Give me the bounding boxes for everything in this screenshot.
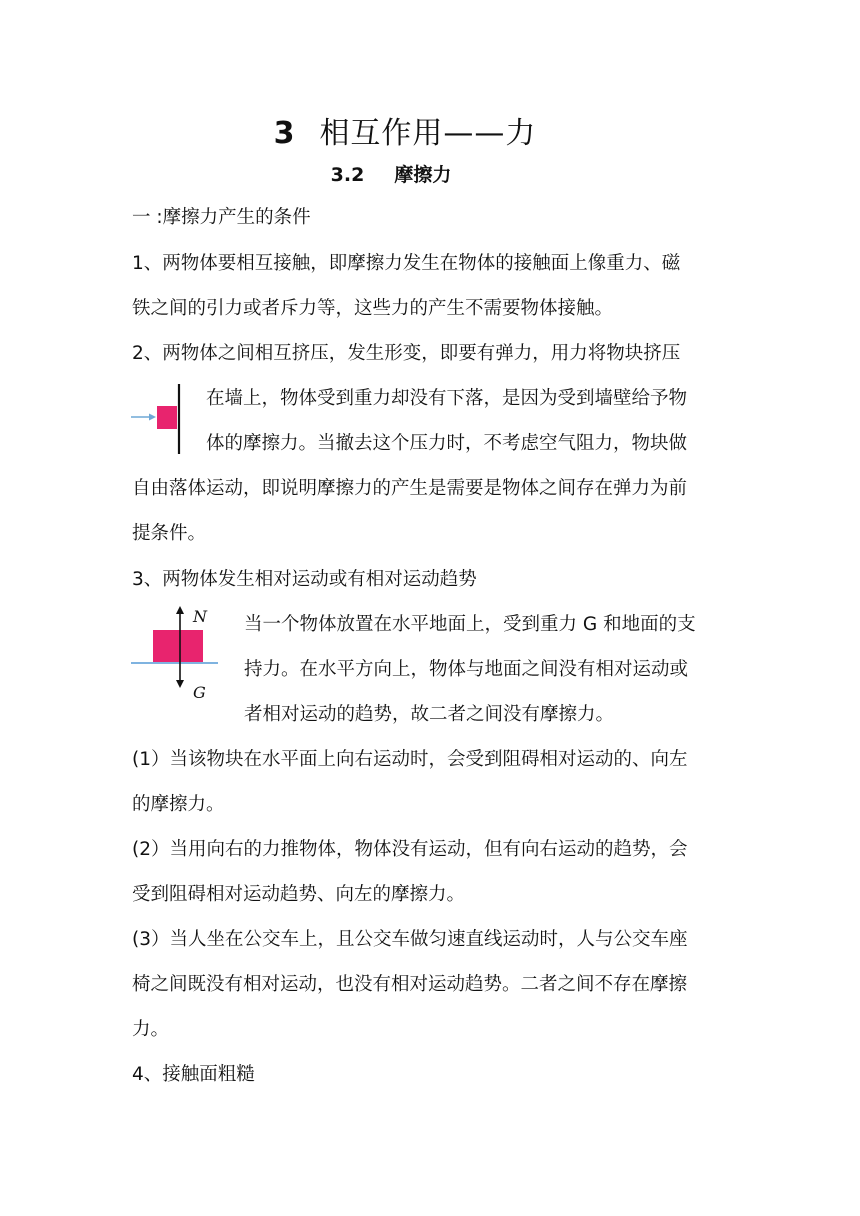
paragraph-line: 提条件。 [132, 523, 207, 544]
paragraph-line: 2、两物体之间相互挤压，发生形变，即要有弹力，用力将物块挤压 [132, 343, 681, 364]
paragraph-line: 1、两物体要相互接触，即摩擦力发生在物体的接触面上像重力、磁 [132, 253, 681, 274]
push-arrow-head-icon [149, 414, 156, 421]
paragraph-line: (3）当人坐在公交车上，且公交车做匀速直线运动时，人与公交车座 [132, 929, 688, 950]
paragraph-line: 力。 [132, 1019, 170, 1040]
paragraph-line: 者相对运动的趋势，故二者之间没有摩擦力。 [244, 704, 615, 725]
title-text: 相互作用——力 [319, 116, 537, 151]
block-on-ground-figure [128, 602, 218, 704]
paragraph-line: 持力。在水平方向上，物体与地面之间没有相对运动或 [244, 659, 689, 680]
section-number: 3.2 [330, 164, 365, 186]
paragraph-line: 在墙上，物体受到重力却没有下落，是因为受到墙壁给予物 [206, 388, 688, 409]
paragraph-line: 受到阻碍相对运动趋势、向左的摩擦力。 [132, 884, 466, 905]
title-number: 3 [273, 116, 296, 151]
section-title [0, 160, 782, 187]
paragraph-line: 当一个物体放置在水平地面上，受到重力 G 和地面的支 [244, 614, 696, 635]
arrow-up-icon [176, 606, 184, 614]
paragraph-line: 铁之间的引力或者斥力等，这些力的产生不需要物体接触。 [132, 298, 614, 319]
label-g: G [193, 683, 206, 702]
paragraph-heading: 4、接触面粗糙 [132, 1064, 255, 1085]
arrow-down-icon [176, 680, 184, 688]
paragraph-line: 椅之间既没有相对运动，也没有相对运动趋势。二者之间不存在摩擦 [132, 974, 688, 995]
paragraph-line: (1）当该物块在水平面上向右运动时，会受到阻碍相对运动的、向左 [132, 749, 688, 770]
block [153, 630, 203, 663]
block [157, 406, 177, 429]
page-title [0, 108, 810, 152]
section-text: 摩擦力 [394, 164, 452, 186]
label-n: N [193, 607, 207, 626]
paragraph-line: 的摩擦力。 [132, 794, 225, 815]
paragraph-line: 体的摩擦力。当撤去这个压力时，不考虑空气阻力，物块做 [206, 433, 688, 454]
paragraph-line: (2）当用向右的力推物体，物体没有运动，但有向右运动的趋势，会 [132, 839, 688, 860]
section-heading: 一 :摩擦力产生的条件 [132, 207, 311, 228]
paragraph-heading: 3、两物体发生相对运动或有相对运动趋势 [132, 569, 477, 590]
paragraph-line: 自由落体运动，即说明摩擦力的产生是需要是物体之间存在弹力为前 [132, 478, 688, 499]
block-against-wall-figure [128, 380, 188, 458]
